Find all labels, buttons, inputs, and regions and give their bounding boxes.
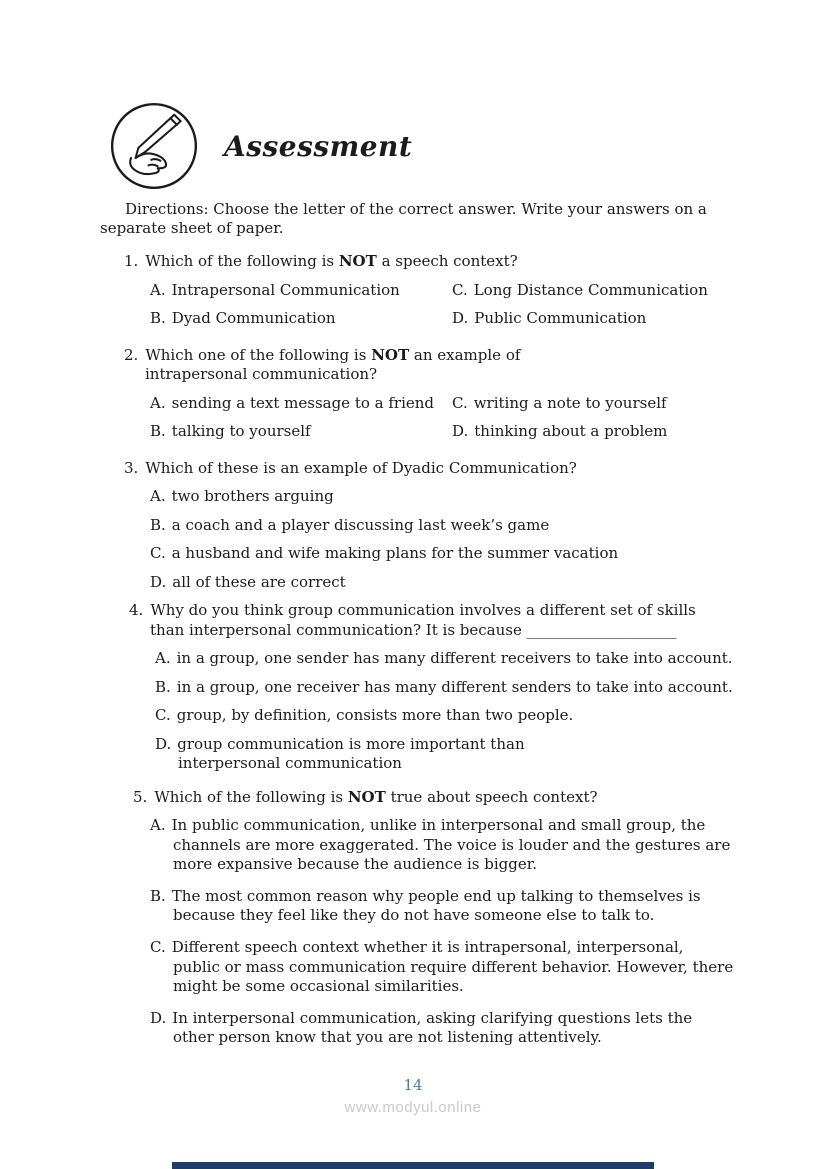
choice-text: two brothers arguing	[171, 487, 334, 506]
choice-text: talking to yourself	[171, 422, 311, 441]
question-text-bold: NOT	[338, 252, 377, 271]
choice-label: B.	[155, 677, 171, 696]
choice-b	[150, 516, 734, 536]
choice-label: A.	[150, 816, 166, 835]
choice-text: Different speech context whether it is intrapersonal, interpersonal, public or mass communication require different behavior. However, there might be some occasional similarities.	[171, 938, 734, 995]
question-text	[124, 346, 624, 385]
question-text-post: a speech context?	[376, 252, 518, 271]
question-3	[124, 459, 734, 593]
choice-text: group, by definition, consists more than two people.	[176, 706, 574, 725]
choice-c	[150, 544, 734, 564]
choice-a	[150, 281, 452, 301]
choice-label: C.	[452, 280, 468, 299]
question-text-bold: NOT	[347, 787, 386, 806]
watermark: www.modyul.online	[344, 1099, 482, 1116]
choice-text: a husband and wife making plans for the summer vacation	[171, 544, 619, 563]
question-text-post: true about speech context?	[385, 787, 598, 806]
choice-label: B.	[150, 309, 166, 328]
choice-text: Intrapersonal Communication	[171, 280, 400, 299]
choice-label: A.	[150, 280, 166, 299]
choice-text: sending a text message to a friend	[171, 393, 435, 412]
question-text-pre: Which of the following is	[154, 787, 348, 806]
choice-b	[150, 422, 452, 442]
choice-label: D.	[452, 422, 469, 441]
choice-d	[150, 573, 734, 593]
choice-text: in a group, one sender has many different receivers to take into account.	[176, 649, 733, 668]
choice-b	[155, 678, 734, 698]
choices	[155, 649, 734, 774]
choice-b	[150, 887, 734, 925]
choice-a	[150, 816, 734, 874]
choice-label: C.	[155, 706, 171, 725]
choices	[150, 816, 734, 1047]
question-text-bold: NOT	[371, 345, 410, 364]
choice-c	[452, 281, 734, 301]
title-row	[100, 100, 734, 192]
choice-label: B.	[150, 886, 166, 905]
choice-label: A.	[155, 649, 171, 668]
choice-text: Long Distance Communication	[473, 280, 708, 299]
question-number: 1.	[124, 252, 139, 271]
choices	[150, 281, 734, 338]
choice-text: In interpersonal communication, asking clarifying questions lets the other person know that you are not listening attentively.	[172, 1008, 693, 1047]
choice-label: C.	[452, 393, 468, 412]
footer-bar	[172, 1162, 654, 1169]
choices	[150, 487, 734, 592]
question-text	[124, 252, 728, 272]
question-text	[129, 601, 733, 640]
choice-label: A.	[150, 487, 166, 506]
directions-text: Directions: Choose the letter of the correct answer. Write your answers on a separate sheet of paper.	[100, 200, 707, 238]
choice-d	[452, 422, 734, 442]
question-number: 4.	[129, 601, 144, 620]
choice-label: C.	[150, 544, 166, 563]
choice-label: D.	[452, 309, 469, 328]
choice-label: D.	[155, 734, 172, 753]
question-number: 5.	[133, 787, 148, 806]
writing-hand-icon	[108, 100, 200, 192]
choice-d	[150, 1009, 734, 1047]
question-4	[129, 601, 734, 774]
choice-d	[452, 309, 734, 329]
question-5	[133, 788, 734, 1047]
question-text-pre: Which of the following is	[145, 252, 339, 271]
choice-c	[150, 938, 734, 996]
question-text-pre: Which of these is an example of Dyadic Communication?	[145, 458, 577, 477]
choice-text: all of these are correct	[172, 572, 346, 591]
choice-b	[150, 309, 452, 329]
question-number: 3.	[124, 458, 139, 477]
question-1	[124, 252, 734, 338]
choice-text: Dyad Communication	[171, 309, 336, 328]
choice-a	[150, 394, 452, 414]
page-content	[100, 100, 734, 1060]
question-text	[133, 788, 734, 808]
choice-text: Public Communication	[474, 309, 647, 328]
choices	[150, 394, 734, 451]
choice-label: C.	[150, 938, 166, 957]
choice-a	[155, 649, 734, 669]
choice-c	[452, 394, 734, 414]
choice-text: thinking about a problem	[474, 422, 668, 441]
question-2	[124, 346, 734, 451]
question-text-pre: Which one of the following is	[145, 345, 372, 364]
choice-text: in a group, one receiver has many different senders to take into account.	[176, 677, 733, 696]
choice-label: B.	[150, 515, 166, 534]
question-number: 2.	[124, 345, 139, 364]
choice-text: In public communication, unlike in interpersonal and small group, the channels are more exaggerated. The voice is louder and the gestures are more expansive because the audience is bigger.	[171, 816, 731, 873]
choice-text: The most common reason why people end up talking to themselves is because they feel like they do not have someone else to talk to.	[171, 886, 701, 925]
choice-label: A.	[150, 393, 166, 412]
choice-text: group communication is more important than interpersonal communication	[177, 734, 525, 773]
choice-label: B.	[150, 422, 166, 441]
choice-a	[150, 487, 734, 507]
choice-text: writing a note to yourself	[473, 393, 667, 412]
choice-text: a coach and a player discussing last week’s game	[171, 515, 550, 534]
question-text	[124, 459, 728, 479]
question-text-pre: Why do you think group communication involves a different set of skills than interpersonal communication? It is because ____________________	[150, 601, 696, 639]
question-text-post: an example of intrapersonal communication?	[145, 345, 521, 384]
choice-label: D.	[150, 1008, 167, 1027]
choice-d	[155, 735, 625, 774]
choice-label: D.	[150, 572, 167, 591]
page-title: Assessment	[224, 129, 413, 163]
page-number: 14	[403, 1076, 423, 1094]
choice-c	[155, 706, 734, 726]
